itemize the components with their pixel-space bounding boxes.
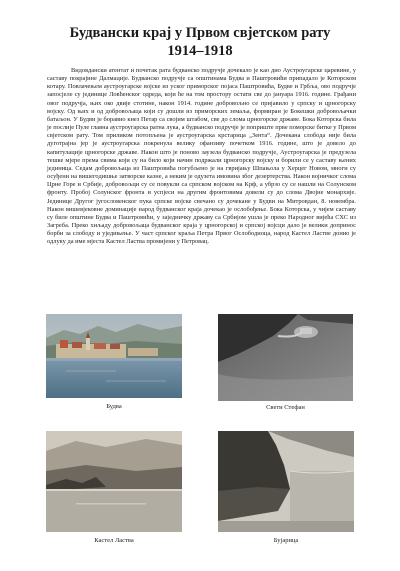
bujarica-image	[218, 431, 354, 532]
article-body: Видовдански атентат и почетак рата будванско подручје дочекало је као дио Аустроугарске царевине, у саставу покрајине Далмације. Будванско подручје са општинама Будва и Паштровићи припадало је Которском котару. Повлачењем аустроугарске војске из уског приморског појаса Паштровића, Будве и Грбља, ово подручје запосјеле су јединице Ловћенског одреда, који ће на том простору остати све до јануара 1916. године. Грађани овог подручја, њих око двије стотине, након 1914. године добровољно се пријавило у српску и црногорску војску. Од њих и од добровољаца који су дошли из приморских земаља, формиран је Бокешки добровољачки батаљон. У Будви је боравио кнез Петар са својим штабом, све до слома црногорске државе. Бока Которска била је послије Пуле главна аустроугарска ратна лука, а будванско подручје је поприште прве поморске битке у Првом свјетском рату. Том приликом потопљена је аустроугарска крстарица „Зента“. Дочекана слобода није била дуготрајна јер је аустроугарска покренула велику офанзиву почетком 1916. године, што је довело до капитулације црногорске државе. Након што је поново заузела будванско подручје, Аустроугарска је предузела тешке мјере према свима који су на било који начин подржали црногорску војску и борили се у саставу њених јединица. Седам добровољаца из Паштровића погубљено је на гвријању Шпањола у Херцег Новом, многи су осуђени на вишегодишње затворске казне, а неким је одузета имовина због дезертерства. Након војничког слома Црне Горе и Србије, добровољци су се повукли са српском војском на Крф, а убрзо су се нашли на Солунском фронту. Пробој Солунског фронта и успјеси на другим фронтовима довели су до слома Двојне монархије. Јединице Другог југословенског пука српске војске свечано су дочекане у Будви на Митровдан, 8. новембра. Након вишевјековне доминације народ будванског краја дочекао је ослобођење. Бока Которска, у чијем саставу су биле општине Будва и Паштровићи, у заједничку државу са Србијом ушла је преко Народног вијећа СХС из Загреба. Преко хиљаду добровољаца будванског краја у црногорској и српској војсци дало је велики допринос борби за слободу и уједињење. У част српског краља Петра Првог Ослободиоца, народ Кастел Ластве донио је одлуку да име мјеста Кастел Ластва промијени у Петровац.	[47, 67, 356, 246]
caption-budva: Будва	[106, 403, 122, 410]
caption-kastel-lastva: Кастел Ластва	[94, 537, 134, 544]
budva-image	[46, 314, 182, 398]
photo-budva	[46, 314, 182, 398]
title-years: 1914–1918	[167, 43, 233, 59]
page-title	[0, 24, 400, 60]
caption-sveti-stefan: Свети Стефан	[266, 404, 305, 411]
title-main: Будвански крај у Првом свјетском рату	[69, 25, 331, 41]
sveti-stefan-image	[218, 314, 353, 401]
photo-sveti-stefan	[218, 314, 353, 401]
caption-bujarica: Бујарица	[273, 537, 299, 544]
kastel-lastva-image	[46, 431, 182, 532]
photo-bujarica	[218, 431, 354, 532]
photo-kastel-lastva	[46, 431, 182, 532]
